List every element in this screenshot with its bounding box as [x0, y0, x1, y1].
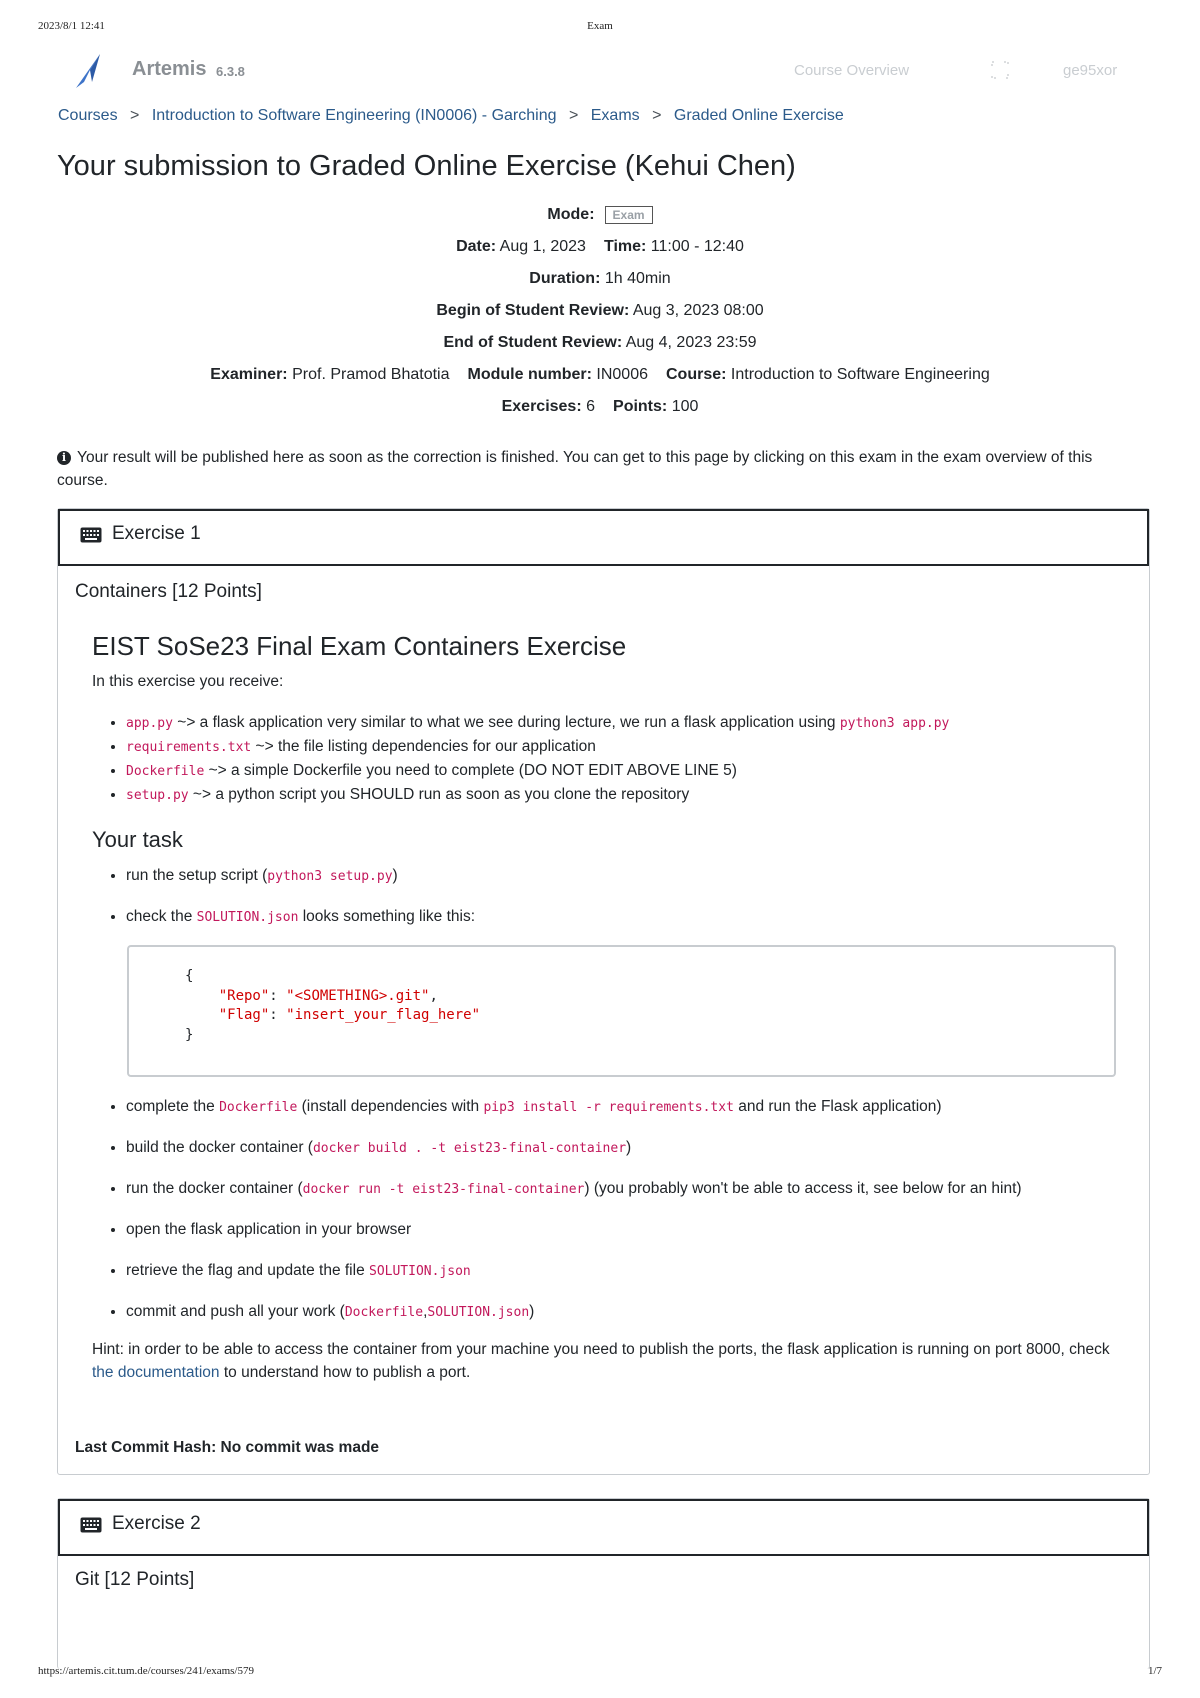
task-list-h	[92, 1300, 534, 1324]
begin-review-label: Begin of Student Review:	[436, 302, 630, 319]
mode-badge: Exam	[605, 206, 653, 224]
course-name: Introduction to Software Engineering	[730, 366, 990, 383]
page-title: Your submission to Graded Online Exercise (Kehui Chen)	[57, 150, 796, 182]
exam-counts-row	[0, 398, 1200, 416]
exercise-2-card	[57, 1498, 1150, 1669]
breadcrumb-separator: >	[652, 107, 662, 124]
task-list-d	[92, 1136, 631, 1160]
hint-text: Hint: in order to be able to access the container from your machine you need to publish the ports, the flask application is running on port 8000, check the documentation to understand how to publish a port.	[92, 1341, 1110, 1381]
time-label: Time:	[603, 238, 647, 255]
keyboard-icon	[80, 527, 102, 543]
list-item: • requirements.txt ~> the file listing dependencies for our application	[126, 735, 949, 759]
last-commit-hash: Last Commit Hash: No commit was made	[75, 1439, 380, 1456]
exercise-1-intro: In this exercise you receive:	[92, 673, 284, 690]
json-code-block: { "Repo": "<SOMETHING>.git", "Flag": "insert_your_flag_here" }	[127, 945, 1116, 1077]
points-total: 100	[671, 398, 699, 415]
task-heading: Your task	[92, 827, 183, 852]
exam-date: Aug 1, 2023	[499, 238, 586, 255]
exercise-2-header[interactable]	[58, 1499, 1149, 1556]
examiner-label: Examiner:	[210, 366, 288, 383]
begin-review-row	[0, 302, 1200, 320]
keyboard-icon	[80, 1517, 102, 1533]
task-list-a	[92, 864, 398, 888]
print-page-number: 1/7	[1147, 1665, 1162, 1677]
module-label: Module number:	[467, 366, 592, 383]
exercise-2-subtitle: Git [12 Points]	[75, 1569, 195, 1590]
end-review: Aug 4, 2023 23:59	[625, 334, 757, 351]
breadcrumb-separator: >	[568, 107, 579, 124]
exercise-1-subtitle: Containers [12 Points]	[75, 581, 262, 602]
artemis-logo-icon[interactable]	[70, 52, 106, 92]
exam-staff-row	[0, 366, 1200, 384]
list-item: • run the setup script (python3 setup.py)	[126, 864, 398, 888]
list-item: • app.py ~> a flask application very similar to what we see during lecture, we run a flask application using python3 app.py	[126, 711, 949, 735]
task-list-b	[92, 905, 475, 929]
list-item: • Dockerfile ~> a simple Dockerfile you need to complete (DO NOT EDIT ABOVE LINE 5)	[126, 759, 949, 783]
fullscreen-icon[interactable]	[990, 60, 1010, 80]
breadcrumb-exams[interactable]: Exams	[590, 107, 640, 124]
task-list-g	[92, 1259, 471, 1283]
user-menu[interactable]: ge95xor	[1063, 62, 1118, 79]
module-number: IN0006	[596, 366, 648, 383]
brand-name[interactable]: Artemis	[132, 58, 207, 80]
list-item: • build the docker container (docker build . -t eist23-final-container)	[126, 1136, 631, 1160]
breadcrumb-separator: >	[130, 107, 140, 124]
task-list-c	[92, 1095, 942, 1119]
breadcrumb-course[interactable]: Introduction to Software Engineering (IN0006) - Garching	[151, 107, 557, 124]
info-icon: i	[57, 451, 71, 465]
exercise-1-header[interactable]	[58, 509, 1149, 566]
breadcrumb-exam[interactable]: Graded Online Exercise	[673, 107, 844, 124]
app-version: 6.3.8	[216, 64, 245, 79]
points-label: Points:	[613, 398, 668, 415]
date-label: Date:	[456, 238, 497, 255]
exercises-label: Exercises:	[501, 398, 582, 415]
exercise-1-card	[57, 508, 1150, 1475]
breadcrumb-courses[interactable]: Courses	[58, 107, 118, 124]
exam-mode-row	[0, 206, 1200, 224]
list-item: • retrieve the flag and update the file SOLUTION.json	[126, 1259, 471, 1283]
list-item: • commit and push all your work (Dockerfile,SOLUTION.json)	[126, 1300, 534, 1324]
notice-text: Your result will be published here as soon as the correction is finished. You can get to this page by clicking on this exam in the exam overview of this course.	[57, 449, 1093, 489]
duration-label: Duration:	[529, 270, 601, 287]
exercise-2-title: Exercise 2	[112, 1513, 201, 1534]
navbar	[0, 50, 1200, 95]
exam-time: 11:00 - 12:40	[650, 238, 744, 255]
exercises-count: 6	[586, 398, 596, 415]
documentation-link[interactable]: the documentation	[92, 1364, 220, 1381]
begin-review: Aug 3, 2023 08:00	[632, 302, 764, 319]
task-list-f	[92, 1218, 411, 1241]
receive-list	[92, 711, 949, 807]
print-datetime: 2023/8/1 12:41	[38, 20, 105, 32]
list-item: • setup.py ~> a python script you SHOULD run as soon as you clone the repository	[126, 783, 949, 807]
list-item: • complete the Dockerfile (install dependencies with pip3 install -r requirements.txt and run the Flask application)	[126, 1095, 942, 1119]
exercise-1-heading: EIST SoSe23 Final Exam Containers Exercise	[92, 631, 627, 661]
task-list-e	[92, 1177, 1022, 1201]
exam-duration-row	[0, 270, 1200, 288]
list-item: • check the SOLUTION.json looks something like this:	[126, 905, 475, 929]
exam-date-row	[0, 238, 1200, 256]
examiner: Prof. Pramod Bhatotia	[292, 366, 450, 383]
breadcrumb	[58, 107, 844, 125]
end-review-label: End of Student Review:	[443, 334, 623, 351]
end-review-row	[0, 334, 1200, 352]
course-label: Course:	[666, 366, 727, 383]
result-notice	[57, 446, 1147, 492]
course-overview-link[interactable]: Course Overview	[794, 62, 910, 79]
list-item: • run the docker container (docker run -t eist23-final-container) (you probably won't be able to access it, see below for an hint)	[126, 1177, 1022, 1201]
exercise-1-title: Exercise 1	[112, 523, 201, 544]
exam-duration: 1h 40min	[604, 270, 671, 287]
mode-label: Mode:	[547, 206, 595, 224]
list-item: • open the flask application in your browser	[126, 1218, 411, 1241]
print-url: https://artemis.cit.tum.de/courses/241/exams/579	[38, 1665, 254, 1677]
print-title: Exam	[587, 20, 613, 32]
